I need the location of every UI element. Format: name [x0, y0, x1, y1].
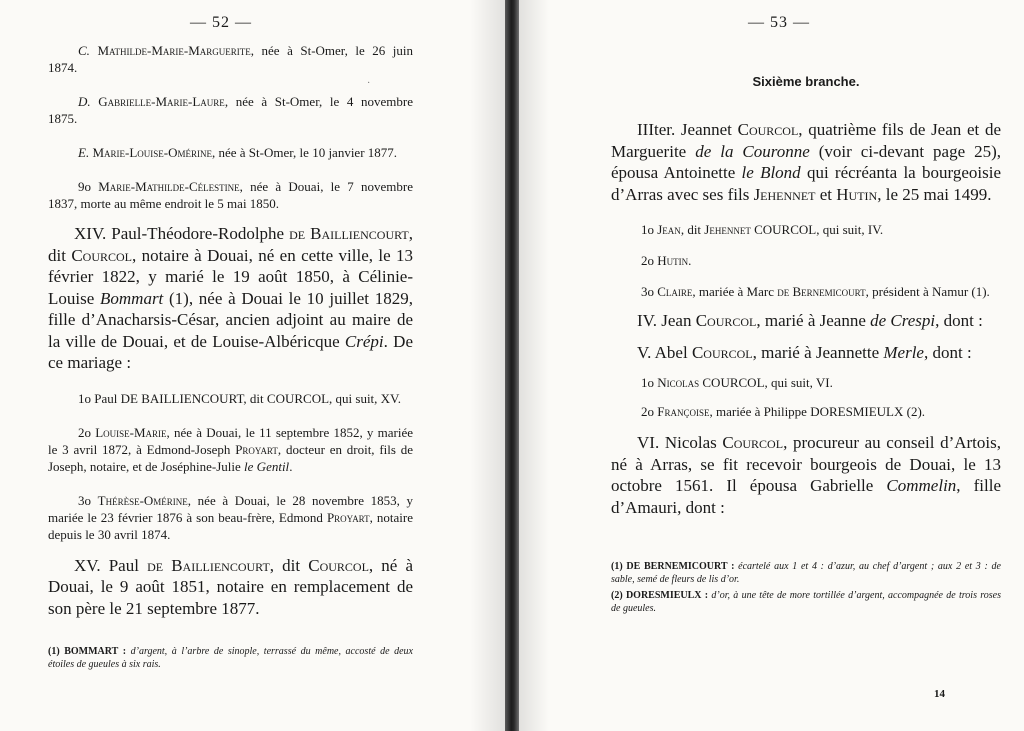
child-1: 1o Nicolas COURCOL, qui suit, VI. [641, 375, 833, 390]
generation-xv: XV. Paul de Bailliencourt, dit Courcol, né à Douai, le 9 août 1851, notaire en remplacement de son père le 21 septembre 1877. [48, 555, 413, 618]
entry-e: E. Marie-Louise-Omérine, née à St-Omer, le 10 janvier 1877. [78, 145, 398, 160]
page-right [519, 0, 1024, 731]
child-2: 2o Louise-Marie, née à Douai, le 11 septembre 1852, y mariée le 3 avril 1872, à Edmond-Joseph Proyart, docteur en droit, fils de Joseph, notaire, et de Joséphine-Julie le Gentil. [48, 424, 414, 474]
generation-iii-ter: IIIter. Jeannet Courcol, quatrième fils de Jean et de Marguerite de la Couronne (voir ci-devant page 25), épousa Antoinette le Blond qui récréanta la bourgeoisie d’Arras avec ses fils Jehennet et Hutin, le 25 mai 1499. [611, 120, 1001, 204]
page-body [611, 42, 1001, 615]
footnote-doresmieulx: (2) DORESMIEULX : d’or, à une tête de more tortillée d’argent, accompagnée de trois roses de gueules. [611, 590, 1001, 614]
entry-c: C. Mathilde-Marie-Marguerite, née à St-Omer, le 26 juin 1874. [48, 43, 413, 75]
generation-vi: VI. Nicolas Courcol, procureur au conseil d’Artois, né à Arras, se fit recevoir bourgeois de Douai, le 13 octobre 1561. Il épousa Gabrielle Commelin, fille d’Amauri, dont : [611, 433, 1001, 517]
generation-xiv: XIV. Paul-Théodore-Rodolphe de Bailliencourt, dit Courcol, notaire à Douai, né en cette ville, le 13 février 1822, y marié le 19 août 1850, à Célinie-Louise Bommart (1), née à Douai le 10 juillet 1829, fille d’Anacharsis-César, ancien adjoint au maire de la ville de Douai, et de Louise-Albéricque Crépi. De ce mariage : [48, 224, 413, 372]
page-left [0, 0, 505, 731]
entry-9: 9o Marie-Mathilde-Célestine, née à Douai, le 7 novembre 1837, morte au même endroit le 5 mai 1850. [48, 179, 413, 211]
page-number: — 53 — [748, 14, 810, 31]
child-3: 3o Claire, mariée à Marc de Bernemicourt, président à Namur (1). [641, 284, 990, 299]
footnote-bernemicourt: (1) DE BERNEMICOURT : écartelé aux 1 et 4 : d’azur, au chef d’argent ; aux 2 et 3 : de sable, semé de fleurs de lis d’or. [611, 561, 1001, 585]
child-1: 1o Paul DE BAILLIENCOURT, dit COURCOL, qui suit, XV. [78, 390, 402, 406]
child-3: 3o Thérèse-Omérine, née à Douai, le 28 novembre 1853, y mariée le 23 février 1876 à son beau-frère, Edmond Proyart, notaire depuis le 30 avril 1874. [48, 492, 414, 542]
child-2: 2o Hutin. [641, 253, 692, 268]
book-spine [505, 0, 519, 731]
footnote-bommart: (1) BOMMART : d’argent, à l’arbre de sinople, terrassé du même, accosté de deux étoiles de gueules à six rais. [48, 646, 413, 670]
child-1: 1o Jean, dit Jehennet COURCOL, qui suit, IV. [641, 222, 884, 237]
generation-iv: IV. Jean Courcol, marié à Jeanne de Crespi, dont : [637, 311, 983, 330]
page-number: — 52 — [190, 14, 252, 31]
signature-mark: 14 [934, 688, 945, 700]
generation-v: V. Abel Courcol, marié à Jeannette Merle, dont : [637, 342, 972, 362]
ink-speck: · [367, 78, 371, 89]
page-body [48, 42, 413, 671]
entry-d: D. Gabrielle-Marie-Laure, née à St-Omer, le 4 novembre 1875. [48, 94, 413, 126]
section-heading: Sixième branche. [752, 74, 860, 89]
child-2: 2o Françoise, mariée à Philippe DORESMIEULX (2). [641, 404, 926, 419]
